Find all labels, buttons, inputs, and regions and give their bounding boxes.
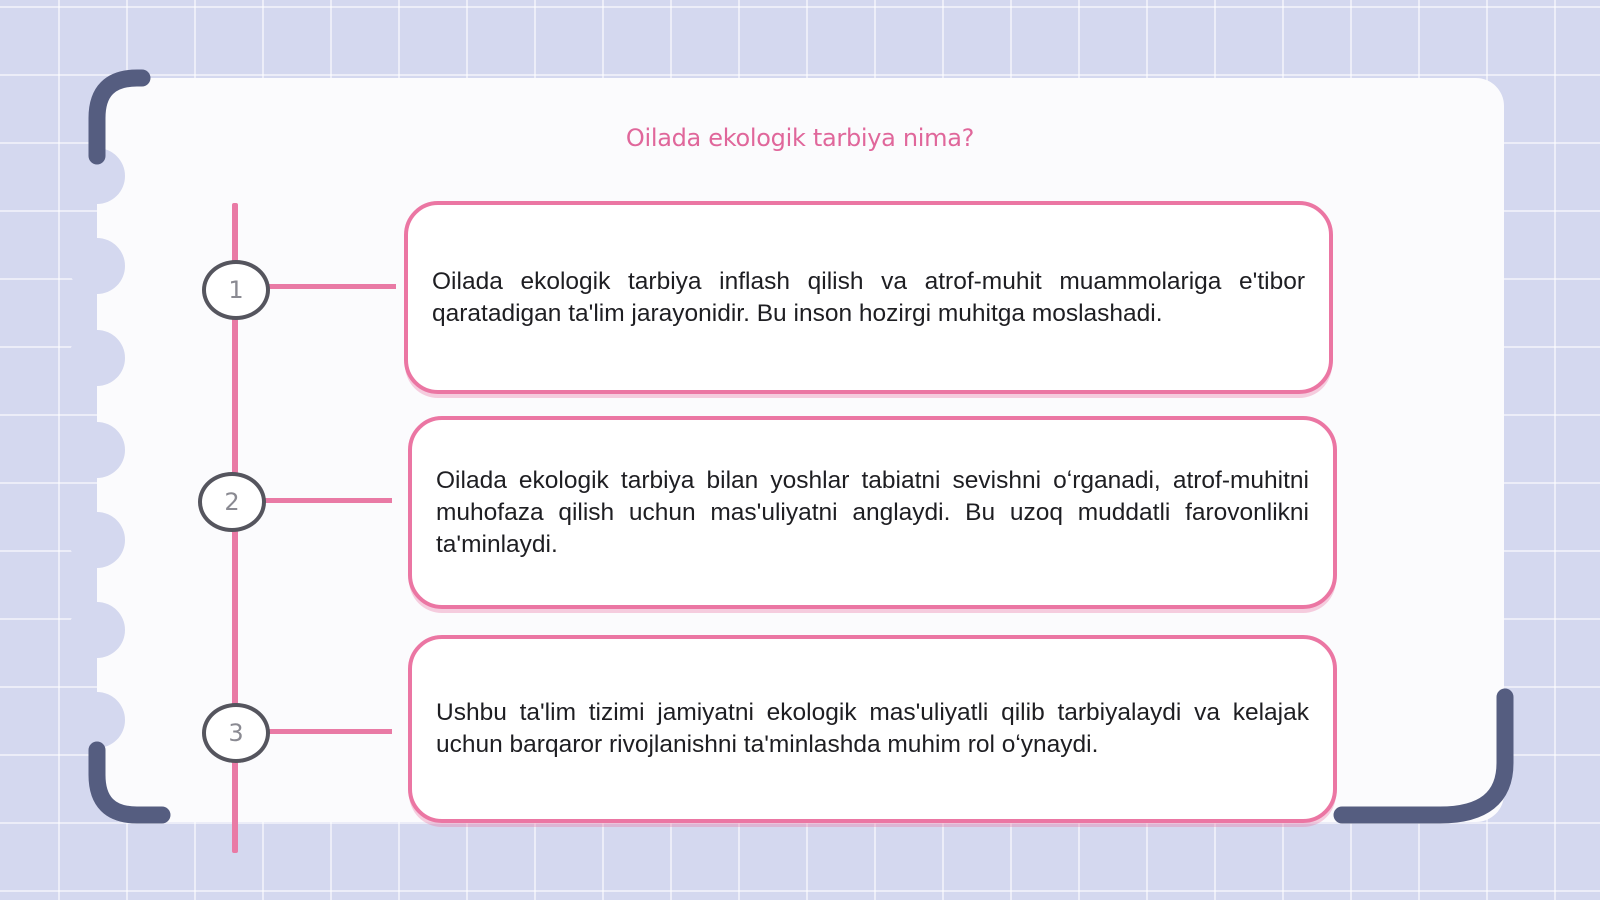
step-number-circle-2: 2 (198, 472, 266, 532)
step-connector-2 (262, 498, 392, 503)
page-title: Oilada ekologik tarbiya nima? (625, 124, 975, 152)
step-box-1 (404, 201, 1333, 394)
step-box-3 (408, 635, 1337, 823)
step-connector-3 (266, 729, 392, 734)
step-number-circle-3: 3 (202, 703, 270, 763)
step-box-2 (408, 416, 1337, 609)
step-number-circle-1: 1 (202, 260, 270, 320)
step-connector-1 (266, 284, 396, 289)
step-text-2: Oilada ekologik tarbiya bilan yoshlar tabiatni sevishni oʻrganadi, atrof-muhitni muhofaza qilish uchun mas'uliyatni anglaydi. Bu uzoq muddatli farovonlikni ta'minlaydi. (436, 466, 1309, 558)
step-text-1: Oilada ekologik tarbiya inflash qilish va atrof-muhit muammolariga e'tibor qaratadigan ta'lim jarayonidir. Bu inson hozirgi muhitga moslashadi. (432, 267, 1305, 327)
step-text-3: Ushbu ta'lim tizimi jamiyatni ekologik mas'uliyatli qilib tarbiyalaydi va kelajak uchun barqaror rivojlanishni ta'minlashda muhim rol oʻynaydi. (436, 699, 1309, 758)
